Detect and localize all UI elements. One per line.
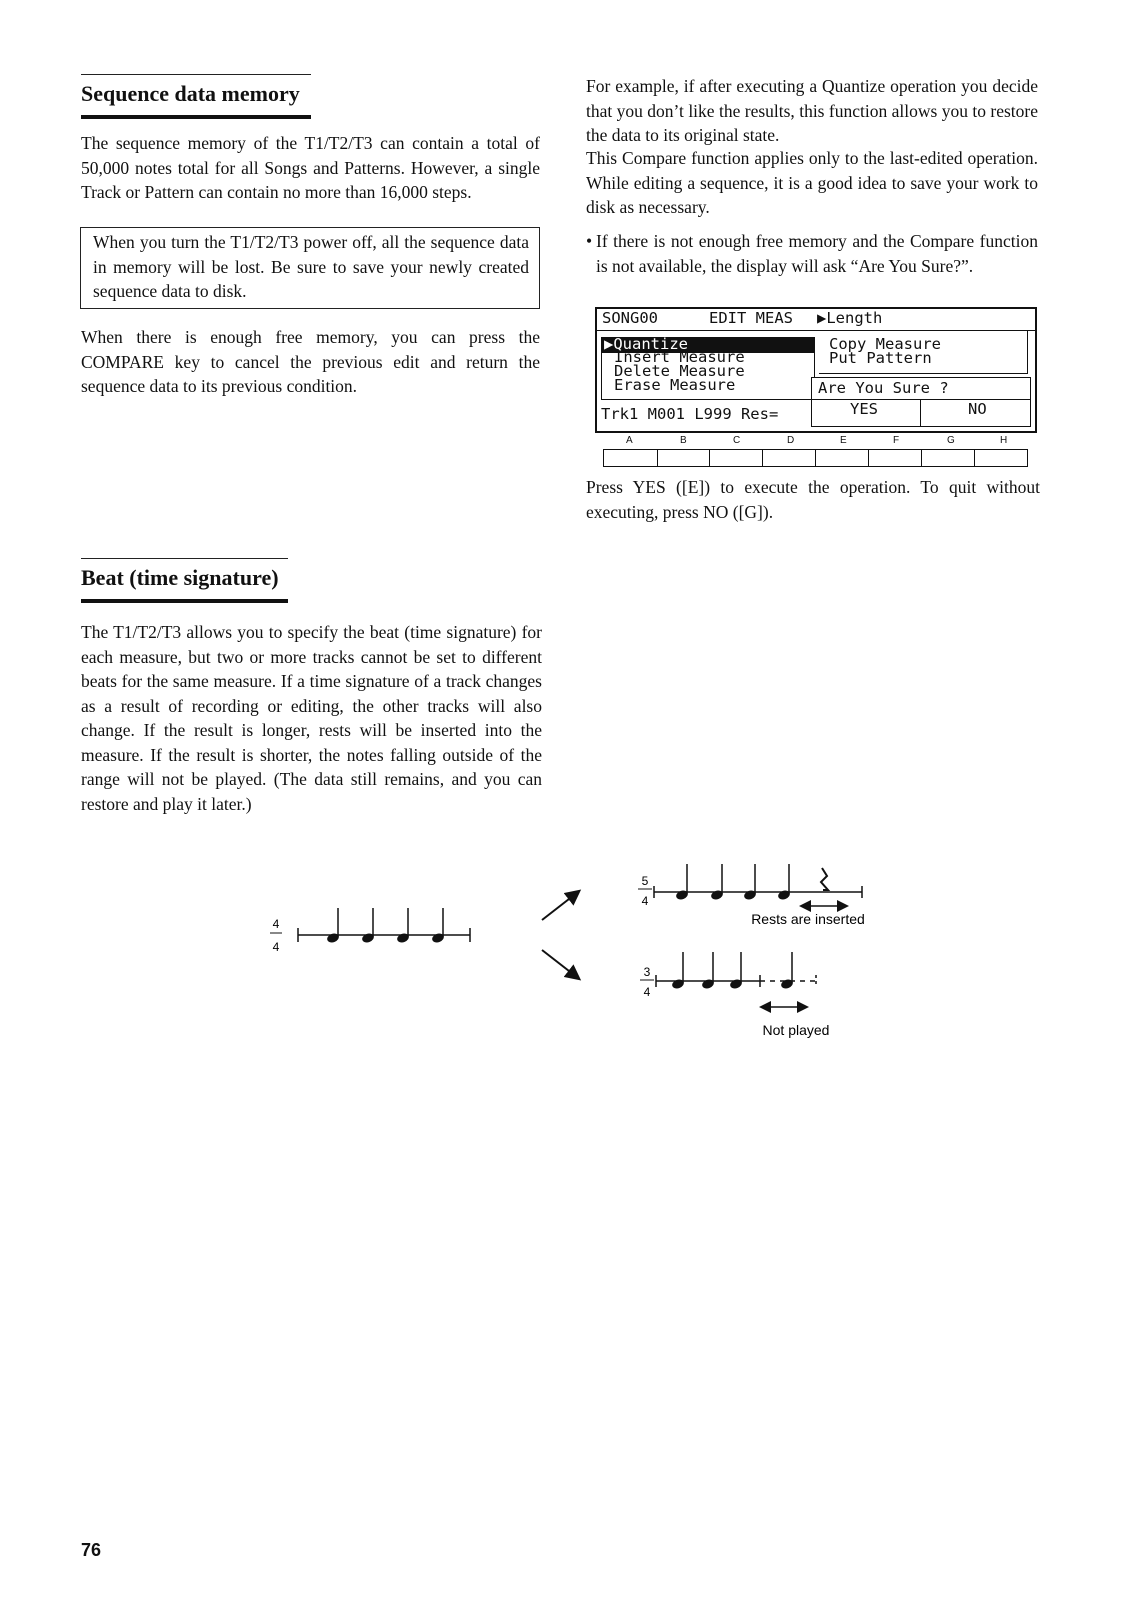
sequence-memory-paragraph: The sequence memory of the T1/T2/T3 can contain a total of 50,000 notes total for all Songs and Patterns. However, a single Track or Pattern can contain no more than 16,000 steps.	[81, 133, 540, 202]
original-quarter-note	[361, 908, 375, 944]
compare-paragraph: When there is enough free memory, you can press the COMPARE key to cancel the previous edit and return the sequence data to its previous condition.	[81, 327, 540, 396]
arrow-to-shorter	[542, 950, 578, 978]
lcd-song-label: SONG00	[602, 309, 658, 327]
rests-inserted-label: Rests are inserted	[751, 911, 865, 927]
shorter-ts-bottom: 4	[643, 985, 651, 999]
not-played-label: Not played	[762, 1022, 830, 1038]
longer-ts-top: 5	[641, 874, 649, 888]
fkey-g-button[interactable]	[922, 449, 975, 467]
fkey-label-c: C	[733, 435, 741, 446]
lcd-mode-label: EDIT MEAS	[709, 309, 793, 327]
shorter-quarter-note	[701, 952, 715, 990]
confirm-no-button[interactable]: NO	[968, 400, 987, 418]
lcd-status-line: Trk1 M001 L999 Res=	[601, 405, 779, 423]
fkey-b-button[interactable]	[657, 449, 710, 467]
longer-quarter-note	[743, 864, 757, 901]
confirm-yes-button[interactable]: YES	[850, 400, 878, 418]
arrow-to-longer	[542, 892, 578, 920]
fkey-label-d: D	[787, 435, 795, 446]
shorter-ts-top: 3	[643, 965, 651, 979]
lcd-param-label: ▶Length	[817, 309, 883, 327]
confirm-question: Are You Sure ?	[818, 379, 949, 397]
not-played-quarter-note	[780, 952, 794, 990]
lcd-menu-item-quantize[interactable]: ▶Quantize	[604, 337, 688, 353]
confirm-dialog	[811, 377, 1031, 427]
beat-paragraph: The T1/T2/T3 allows you to specify the beat (time signature) for each measure, but two or more tracks cannot be set to different beats for the same measure. If a time signature of a track changes as a result of recording or editing, the other tracks will also change. If the result is longer, rests will be inserted into the measure. If the result is shorter, the notes falling outside of the range will not be played. (The data still remains, and you can restore and play it later.)	[81, 622, 542, 814]
quantize-example-paragraph: For example, if after executing a Quantize operation you decide that you don’t like the results, this function allows you to restore the data to its original state.	[586, 76, 1038, 145]
fkey-label-a: A	[626, 435, 633, 446]
bullet-item	[586, 229, 1038, 278]
lcd-menu-item-insert-measure[interactable]: Insert Measure	[614, 348, 745, 366]
beat-time-signature-heading: Beat (time signature)	[81, 558, 288, 603]
fkey-f-button[interactable]	[869, 449, 922, 467]
original-quarter-note	[396, 908, 410, 944]
lcd-menu-item-erase-measure[interactable]: Erase Measure	[614, 376, 736, 394]
lcd-display	[595, 307, 1037, 433]
fkey-label-f: F	[893, 435, 900, 446]
quarter-rest-icon	[821, 868, 828, 890]
fkey-d-button[interactable]	[763, 449, 816, 467]
fkey-e-button[interactable]	[816, 449, 869, 467]
bullet-text: If there is not enough free memory and the Compare function is not available, the display will ask “Are You Sure?”.	[596, 231, 1038, 276]
confirm-divider	[812, 399, 1030, 400]
warning-note-text: When you turn the T1/T2/T3 power off, all the sequence data in memory will be lost. Be sure to save your newly created sequence data to disk.	[93, 232, 529, 301]
lcd-menu-item-put-pattern[interactable]: Put Pattern	[829, 349, 932, 367]
bullet-icon: •	[586, 231, 593, 251]
original-ts-bottom: 4	[272, 940, 280, 954]
sequence-data-memory-heading: Sequence data memory	[81, 74, 311, 119]
lcd-menu-item-copy-measure[interactable]: Copy Measure	[829, 335, 941, 353]
shorter-quarter-note	[671, 952, 685, 990]
longer-quarter-note	[777, 864, 791, 901]
compare-scope-paragraph: This Compare function applies only to the last-edited operation. While editing a sequence, it is a good idea to save your work to disk as necessary.	[586, 148, 1038, 217]
press-yes-paragraph: Press YES ([E]) to execute the operation. To quit without executing, press NO ([G]).	[586, 477, 1040, 522]
lcd-menu-left	[601, 337, 815, 400]
lcd-menu-right	[819, 331, 1028, 374]
fkey-label-e: E	[840, 435, 847, 446]
function-key-row	[603, 435, 1031, 469]
longer-quarter-note	[675, 864, 689, 901]
fkey-a-button[interactable]	[603, 449, 658, 467]
fkey-label-b: B	[680, 435, 687, 446]
page-number: 76	[81, 1540, 102, 1560]
fkey-label-g: G	[947, 435, 955, 446]
lcd-menu-item-delete-measure[interactable]: Delete Measure	[614, 362, 745, 380]
fkey-h-button[interactable]	[975, 449, 1028, 467]
longer-ts-bottom: 4	[641, 894, 649, 908]
original-quarter-note	[326, 908, 340, 944]
fkey-label-h: H	[1000, 435, 1008, 446]
fkey-c-button[interactable]	[710, 449, 763, 467]
original-quarter-note	[431, 908, 445, 944]
confirm-button-divider	[920, 399, 921, 426]
time-signature-diagram	[250, 850, 890, 1060]
original-ts-top: 4	[272, 917, 280, 931]
shorter-measure	[640, 952, 829, 1038]
longer-measure	[638, 864, 865, 927]
warning-note-box	[80, 227, 540, 309]
longer-quarter-note	[710, 864, 724, 901]
shorter-quarter-note	[729, 952, 743, 990]
original-measure	[270, 908, 470, 954]
